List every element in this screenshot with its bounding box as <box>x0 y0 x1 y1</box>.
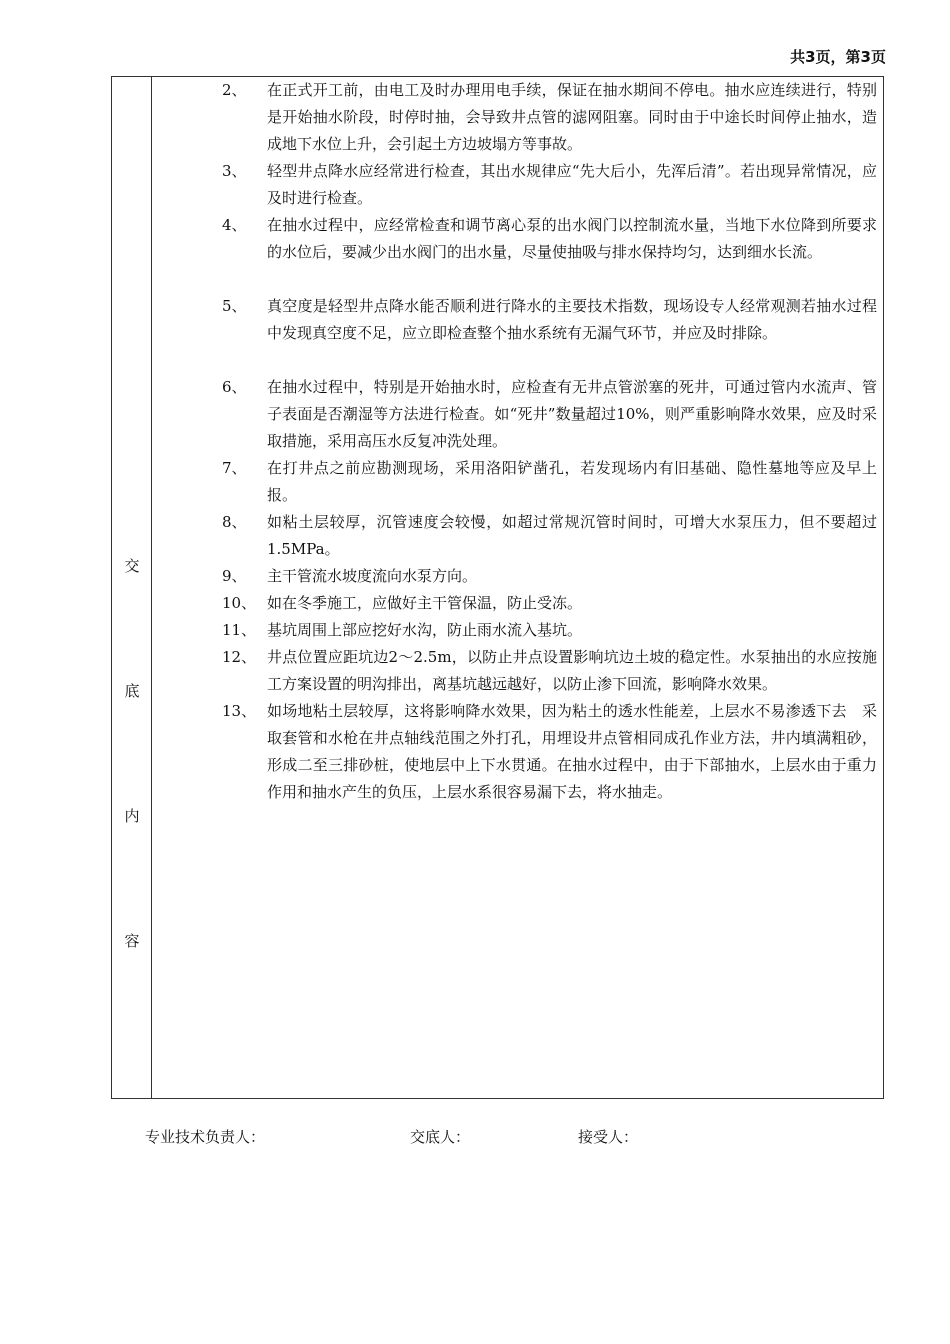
side-label-char: 交 <box>124 557 140 575</box>
item-number: 13、 <box>222 702 257 720</box>
disclosure-content <box>152 77 883 1098</box>
side-label-char: 底 <box>124 682 140 700</box>
item-number: 3、 <box>222 162 247 180</box>
item-number: 7、 <box>222 459 247 477</box>
side-label-char: 内 <box>124 807 140 825</box>
disclosure-table <box>111 76 884 1099</box>
item-number: 8、 <box>222 513 247 531</box>
tech-lead-signature-label: 专业技术负责人： <box>145 1128 266 1146</box>
item-text: 如在冬季施工，应做好主干管保温，防止受冻。 <box>267 594 583 612</box>
item-text: 在抽水过程中，应经常检查和调节离心泵的出水阀门以控制流水量，当地下水位降到所要求的水位后，要减少出水阀门的出水量，尽量使抽吸与排水保持均匀，达到细水长流。 <box>267 216 877 261</box>
item-text: 如场地粘土层较厚，这将影响降水效果，因为粘土的透水性能差，上层水不易渗透下去 采取套管和水枪在井点轴线范围之外打孔，用埋设井点管相同成孔作业方法，井内填满粗砂，形成二至三排砂桩，使地层中上下水贯通。在抽水过程中，由于下部抽水，上层水由于重力作用和抽水产生的负压，上层水系很容易漏下去，将水抽走。 <box>267 702 877 801</box>
item-text: 轻型井点降水应经常进行检查，其出水规律应“先大后小，先浑后清”。若出现异常情况，应及时进行检查。 <box>267 162 877 207</box>
item-number: 4、 <box>222 216 247 234</box>
handover-signature-label: 交底人： <box>410 1128 471 1146</box>
side-label-column <box>112 77 152 1098</box>
item-text: 真空度是轻型井点降水能否顺利进行降水的主要技术指数，现场设专人经常观测若抽水过程中发现真空度不足，应立即检查整个抽水系统有无漏气环节，并应及时排除。 <box>267 297 877 342</box>
item-text: 主干管流水坡度流向水泵方向。 <box>267 567 478 585</box>
item-text: 在打井点之前应勘测现场，采用洛阳铲凿孔，若发现场内有旧基础、隐性墓地等应及早上报。 <box>267 459 877 504</box>
side-label-char: 容 <box>124 932 140 950</box>
item-number: 11、 <box>222 621 257 639</box>
item-text: 井点位置应距坑边2～2.5m，以防止井点设置影响坑边土坡的稳定性。水泵抽出的水应按施工方案设置的明沟排出，离基坑越远越好，以防止渗下回流，影响降水效果。 <box>267 648 877 693</box>
item-text: 基坑周围上部应挖好水沟，防止雨水流入基坑。 <box>267 621 583 639</box>
item-number: 10、 <box>222 594 257 612</box>
item-number: 5、 <box>222 297 247 315</box>
item-text: 在抽水过程中，特别是开始抽水时，应检查有无井点管淤塞的死井，可通过管内水流声、管子表面是否潮湿等方法进行检查。如“死井”数量超过10%，则严重影响降水效果，应及时采取措施，采用高压水反复冲洗处理。 <box>267 378 877 450</box>
item-number: 2、 <box>222 81 247 99</box>
item-text: 在正式开工前，由电工及时办理用电手续，保证在抽水期间不停电。抽水应连续进行，特别是开始抽水阶段，时停时抽，会导致井点管的滤网阻塞。同时由于中途长时间停止抽水，造成地下水位上升，会引起土方边坡塌方等事故。 <box>267 81 877 153</box>
item-number: 9、 <box>222 567 247 585</box>
receiver-signature-label: 接受人： <box>578 1128 639 1146</box>
item-number: 6、 <box>222 378 247 396</box>
page-number: 共3页，第3页 <box>790 48 886 66</box>
item-number: 12、 <box>222 648 257 666</box>
item-text: 如粘土层较厚，沉管速度会较慢，如超过常规沉管时间时，可增大水泵压力，但不要超过1.5MPa。 <box>267 513 877 558</box>
